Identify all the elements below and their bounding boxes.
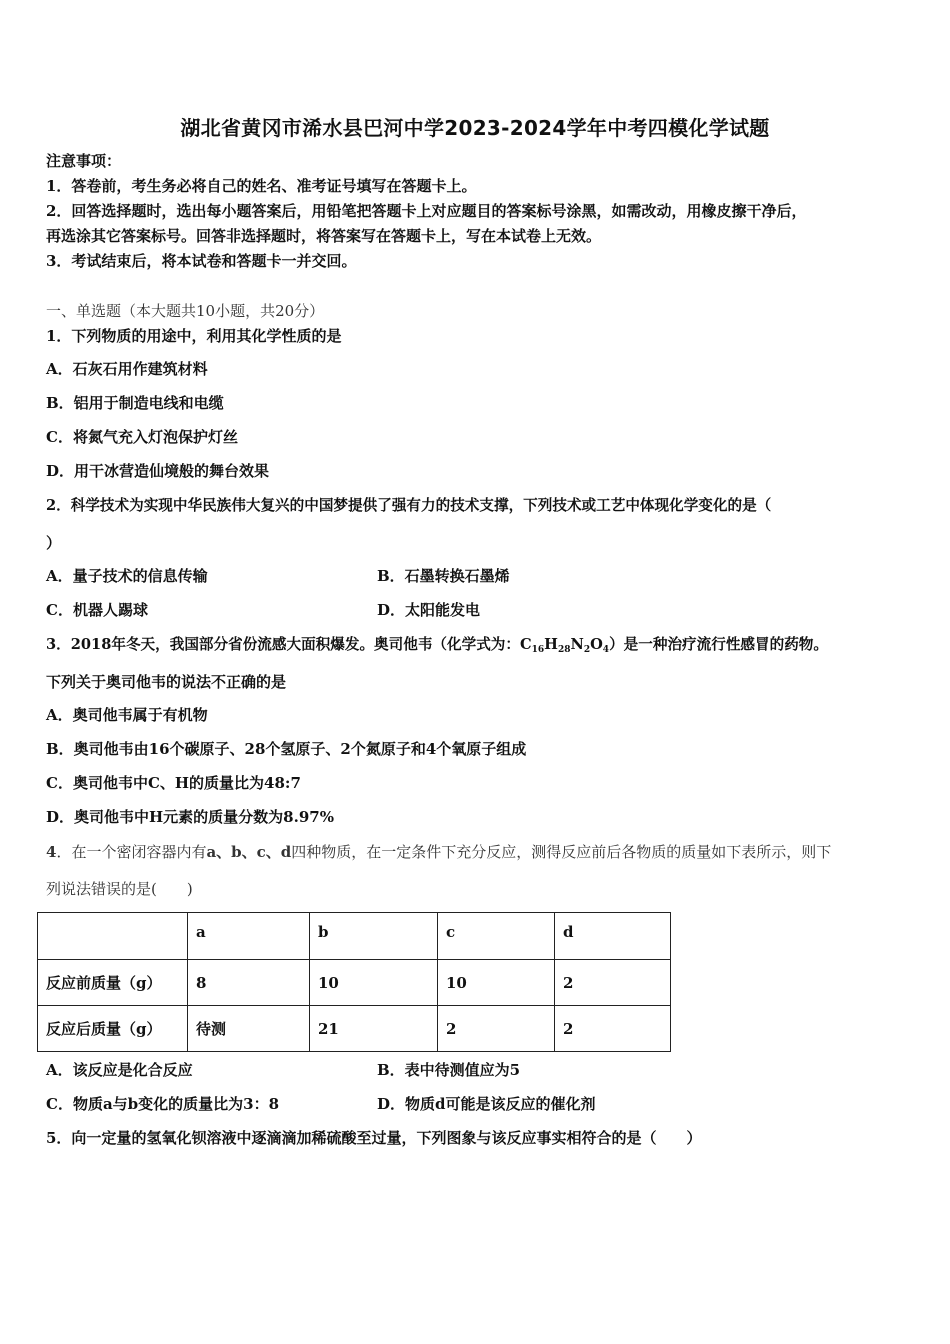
question-2-stem-end: ） <box>46 534 62 552</box>
table-cell: 待测 <box>188 1006 310 1052</box>
question-3-option-c: C．奥司他韦中C、H的质量比为48:7 <box>46 774 301 792</box>
question-4-option-a: A．该反应是化合反应 <box>46 1061 193 1079</box>
question-2-option-d: D．太阳能发电 <box>377 601 481 619</box>
notice-item: 1．答卷前，考生务必将自己的姓名、准考证号填写在答题卡上。 <box>46 177 477 195</box>
question-1-option-a: A．石灰石用作建筑材料 <box>46 360 208 378</box>
question-2-option-a: A．量子技术的信息传输 <box>46 567 208 585</box>
table-cell: 8 <box>188 960 310 1006</box>
question-4-stem: 4．在一个密闭容器内有a、b、c、d四种物质，在一定条件下充分反应，测得反应前后各物质的质量如下表所示，则下 <box>46 843 832 861</box>
question-5-stem: 5．向一定量的氢氧化钡溶液中逐滴滴加稀硫酸至过量，下列图象与该反应事实相符合的是（ ） <box>46 1129 702 1147</box>
page-title: 湖北省黄冈市浠水县巴河中学2023-2024学年中考四模化学试题 <box>180 116 770 140</box>
table-cell: 10 <box>310 960 438 1006</box>
mass-table <box>37 912 671 1052</box>
question-2-option-c: C．机器人踢球 <box>46 601 148 619</box>
question-3-stem-line2: 下列关于奥司他韦的说法不正确的是 <box>46 673 287 691</box>
table-cell: d <box>555 913 671 960</box>
table-row <box>38 1006 671 1052</box>
table-row <box>38 960 671 1006</box>
table-cell: c <box>438 913 555 960</box>
section-heading: 一、单选题（本大题共10小题，共20分） <box>46 302 325 320</box>
question-4-stem-line2: 列说法错误的是( ) <box>46 880 193 898</box>
question-3-option-a: A．奥司他韦属于有机物 <box>46 706 208 724</box>
table-cell: 反应后质量（g） <box>38 1006 188 1052</box>
table-cell: 2 <box>555 1006 671 1052</box>
table-cell: 21 <box>310 1006 438 1052</box>
question-1-option-d: D．用干冰营造仙境般的舞台效果 <box>46 462 270 480</box>
table-cell: a <box>188 913 310 960</box>
question-4-option-d: D．物质d可能是该反应的催化剂 <box>377 1095 596 1113</box>
table-cell <box>38 913 188 960</box>
notice-heading: 注意事项： <box>46 152 122 170</box>
table-cell: 2 <box>438 1006 555 1052</box>
table-cell: 10 <box>438 960 555 1006</box>
notice-item: 再选涂其它答案标号。回答非选择题时，将答案写在答题卡上，写在本试卷上无效。 <box>46 227 602 245</box>
table-cell: 2 <box>555 960 671 1006</box>
question-3-option-d: D．奥司他韦中H元素的质量分数为8.97% <box>46 808 334 826</box>
question-2-stem: 2．科学技术为实现中华民族伟大复兴的中国梦提供了强有力的技术支撑，下列技术或工艺中体现化学变化的是（ <box>46 497 772 514</box>
question-1-option-c: C．将氮气充入灯泡保护灯丝 <box>46 428 238 446</box>
question-4-option-c: C．物质a与b变化的质量比为3：8 <box>46 1095 280 1113</box>
notice-item: 3．考试结束后，将本试卷和答题卡一并交回。 <box>46 252 357 270</box>
table-cell: b <box>310 913 438 960</box>
question-2-option-b: B．石墨转换石墨烯 <box>377 567 510 585</box>
question-1-option-b: B．铝用于制造电线和电缆 <box>46 394 224 412</box>
question-3-option-b: B．奥司他韦由16个碳原子、28个氢原子、2个氮原子和4个氧原子组成 <box>46 740 527 758</box>
notice-item: 2．回答选择题时，选出每小题答案后，用铅笔把答题卡上对应题目的答案标号涂黑，如需改动，用橡皮擦干净后， <box>46 202 807 220</box>
question-3-stem: 3．2018年冬天，我国部分省份流感大面积爆发。奥司他韦（化学式为：$C_{16}H_{28}N_2O_4$）是一种治疗流行性感冒的药物。 <box>46 636 828 655</box>
question-4-option-b: B．表中待测值应为5 <box>377 1061 521 1079</box>
question-1-stem: 1．下列物质的用途中，利用其化学性质的是 <box>46 327 342 345</box>
table-header-row <box>38 913 671 960</box>
table-cell: 反应前质量（g） <box>38 960 188 1006</box>
